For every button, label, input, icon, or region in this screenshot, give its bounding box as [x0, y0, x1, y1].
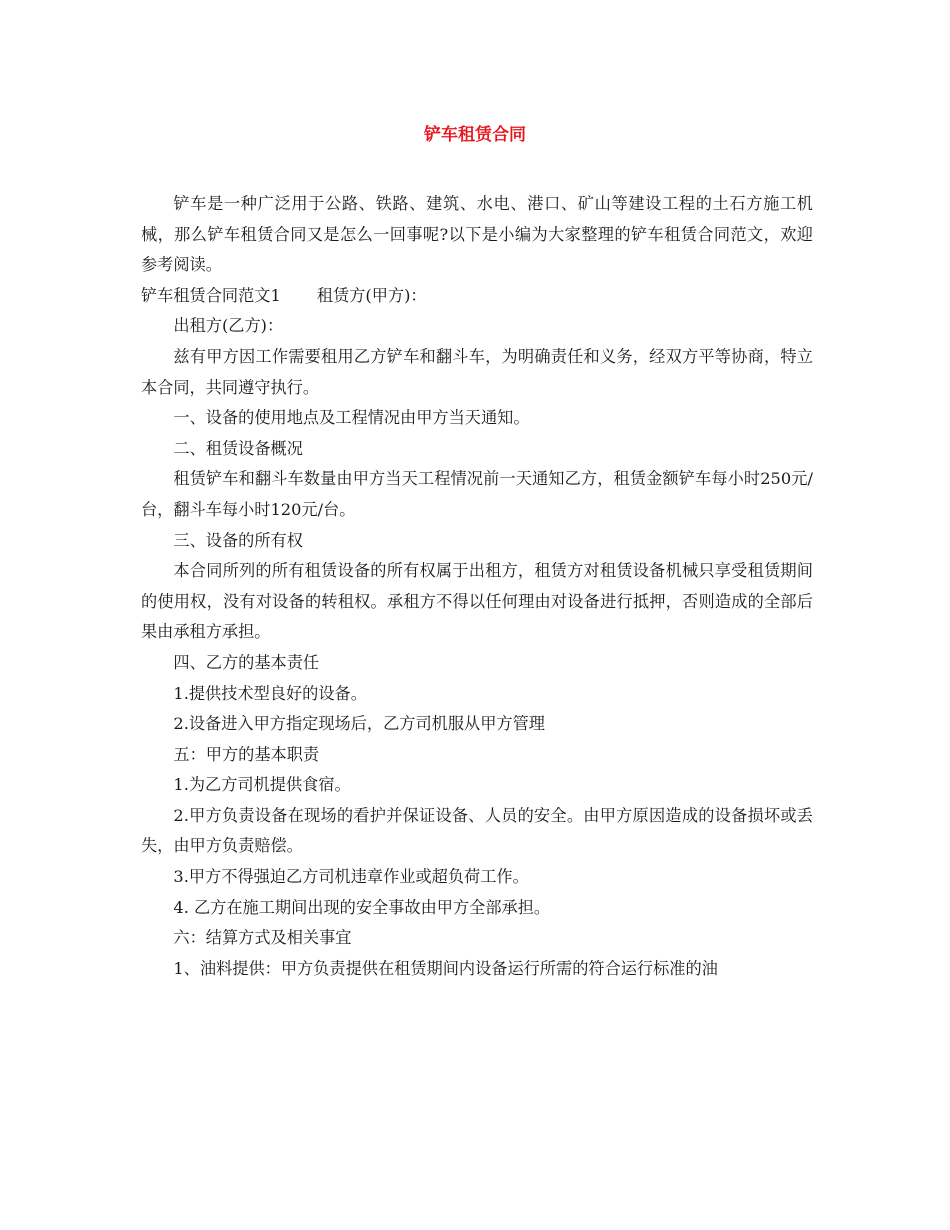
document-title: 铲车租赁合同: [424, 125, 526, 145]
list-item: 4. 乙方在施工期间出现的安全事故由甲方全部承担。: [173, 897, 551, 917]
sample-heading-line: [141, 281, 813, 312]
section-heading: 一、设备的使用地点及工程情况由甲方当天通知。: [173, 408, 530, 428]
intro-paragraph: 铲车是一种广泛用于公路、铁路、建筑、水电、港口、矿山等建设工程的土石方施工机械，那么铲车租赁合同又是怎么一回事呢?以下是小编为大家整理的铲车租赁合同范文，欢迎参考阅读。: [141, 194, 813, 275]
list-item: 2.设备进入甲方指定现场后，乙方司机服从甲方管理: [173, 714, 545, 734]
sample-heading: 铲车租赁合同范文1: [141, 285, 281, 305]
list-item: 1.提供技术型良好的设备。: [173, 683, 367, 703]
section-heading: 五：甲方的基本职责: [173, 744, 320, 764]
lessee-label: 租赁方(甲方)：: [316, 285, 427, 305]
list-item: 3.甲方不得强迫乙方司机违章作业或超负荷工作。: [173, 867, 529, 887]
document-body: [141, 189, 813, 984]
list-item: 1、油料提供：甲方负责提供在租赁期间内设备运行所需的符合运行标准的油: [173, 958, 718, 978]
paragraph: 租赁铲车和翻斗车数量由甲方当天工程情况前一天通知乙方，租赁金额铲车每小时250元/台，翻斗车每小时120元/台。: [141, 469, 813, 519]
section-heading: 六：结算方式及相关事宜: [173, 928, 352, 948]
list-item: 2.甲方负责设备在现场的看护并保证设备、人员的安全。由甲方原因造成的设备损坏或丢失，由甲方负责赔偿。: [141, 805, 813, 856]
section-heading: 二、租赁设备概况: [173, 438, 303, 458]
lessor-label: 出租方(乙方)：: [173, 316, 284, 336]
paragraph: 本合同所列的所有租赁设备的所有权属于出租方，租赁方对租赁设备机械只享受租赁期间的使用权，没有对设备的转租权。承租方不得以任何理由对设备进行抵押，否则造成的全部后果由承租方承担。: [141, 561, 813, 642]
section-heading: 三、设备的所有权: [173, 530, 303, 550]
section-heading: 四、乙方的基本责任: [173, 652, 320, 672]
list-item: 1.为乙方司机提供食宿。: [173, 775, 351, 795]
paragraph: 兹有甲方因工作需要租用乙方铲车和翻斗车，为明确责任和义务，经双方平等协商，特立本合同，共同遵守执行。: [141, 346, 813, 397]
